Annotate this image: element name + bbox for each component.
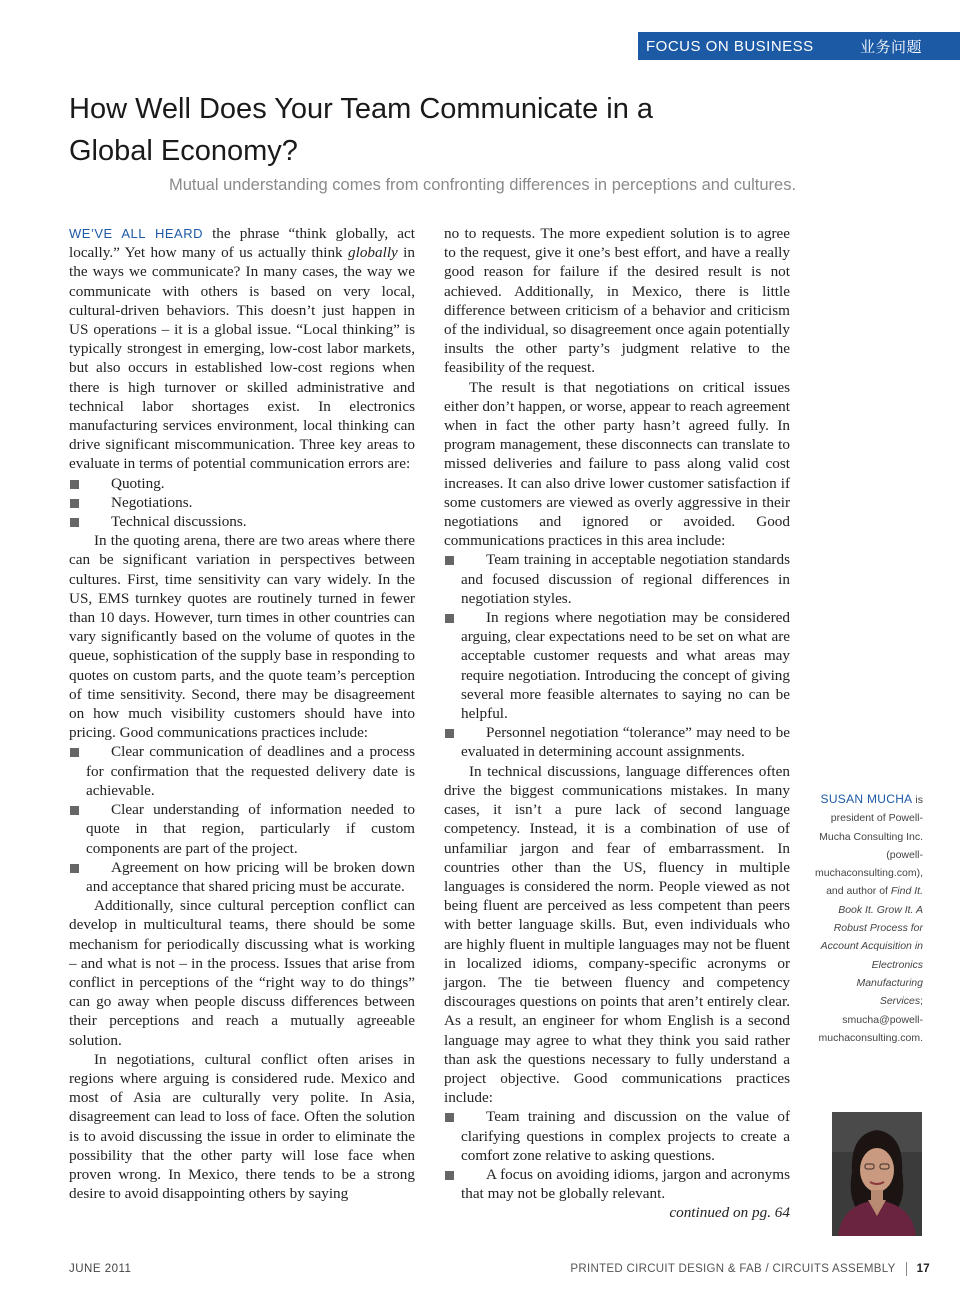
list-item: Clear understanding of information needed to quote in that region, particularly if custom components are part of the project.	[69, 800, 415, 858]
paragraph: In technical discussions, language differences often drive the biggest communications mistakes. In many cases, it isn’t a pure lack of second language competency. Instead, it is a combination of use of unfamiliar jargon and fear of embarrassment. In countries other than the US, fluency in multiple languages is considered the norm. People viewed as not being fluent are perceived as less competent than peers with better language skills. But, even individuals who are highly fluent in multiple languages may not be fluent in localized idioms, company-specific acronyms or jargon. The tie between fluency and competency discourages questions on points that aren’t entirely clear. As a result, an engineer for whom English is a second language may agree to what they think you said rather than ask the questions necessary to fully understand a project objective. Good communications practices include:	[444, 762, 790, 1107]
author-name: SUSAN MUCHA	[820, 792, 913, 806]
title-line-1: How Well Does Your Team Communicate in a	[69, 93, 654, 125]
list-item: In regions where negotiation may be considered arguing, clear expectations need to be set on what are acceptable customer requests and what areas may require negotiation. Introducing the concept of giving several more feasible alternates to saying no can be helpful.	[444, 608, 790, 723]
list-item: Team training and discussion on the value of clarifying questions in complex projects to create a comfort zone relative to asking questions.	[444, 1107, 790, 1165]
list-item: Negotiations.	[69, 493, 415, 512]
paragraph: no to requests. The more expedient solution is to agree to the request, give it one’s best effort, and have a really good reason for failure if the desired result is not achieved. Additionally, in Mexico, there is little difference between criticism of a behavior and criticism of the individual, so disagreement once again potentially insults the other party’s judgment relative to the feasibility of the request.	[444, 225, 790, 377]
list-item: Team training in acceptable negotiation standards and focused discussion of regional differences in negotiation styles.	[444, 550, 790, 608]
section-label: FOCUS ON BUSINESS	[646, 37, 814, 55]
page-number: 17	[916, 1263, 930, 1275]
author-portrait-image	[832, 1112, 922, 1236]
list-item: A focus on avoiding idioms, jargon and acronyms that may not be globally relevant.	[444, 1165, 790, 1203]
right-column	[444, 224, 790, 1223]
left-column	[69, 224, 415, 1203]
book-title: Find It. Book It. Grow It. A Robust Process for Account Acquisition in Electronics Manufacturing Services	[820, 885, 923, 1008]
author-photo	[832, 1112, 922, 1236]
list-item: Agreement on how pricing will be broken down and acceptance that shared pricing must be accurate.	[69, 858, 415, 896]
paragraph: In the quoting arena, there are two areas where there can be significant variation in perspectives between cultures. First, time sensitivity can vary widely. In the US, EMS turnkey quotes are routinely turned in fewer than 10 days. However, turn times in other countries can vary significantly based on the volume of quotes in the queue, sophistication of the supply base in responding to quotes on custom parts, and the quote team’s perception of time sensitivity. Second, there may be disagreement on how much visibility customers should have into pricing. Good communications practices include:	[69, 532, 415, 742]
lead-in: WE’VE ALL HEARD	[69, 226, 203, 241]
section-banner	[638, 32, 960, 60]
intro-paragraph: WE’VE ALL HEARD the phrase “think globally, act locally.” Yet how many of us actually think globally in the ways we communicate? In many cases, the way we communicate with others is based on very local, cultural-driven behaviors. This doesn’t just happen in US operations – it is a global issue. “Local thinking” is typically strongest in emerging, low-cost labor markets, but also occurs in established low-cost regions when there is high turnover or skilled administrative and technical labor shortages exist. In electronics manufacturing services environment, local thinking can drive significant miscommunication. Three key areas to evaluate in terms of potential communication errors are:	[69, 225, 415, 473]
author-bio: SUSAN MUCHA is president of Powell-Mucha Consulting Inc. (powell-muchaconsulting.com), and author of Find It. Book It. Grow It. A Robust Process for Account Acquisition in Electronics Manufacturing Services; smucha@powell-muchaconsulting.com.	[815, 792, 923, 1044]
list-item: Clear communication of deadlines and a process for confirmation that the requested delivery date is achievable.	[69, 742, 415, 800]
list-item: Personnel negotiation “tolerance” may need to be evaluated in determining account assignments.	[444, 723, 790, 761]
footer-publication	[570, 1262, 930, 1276]
issue-date: JUNE 2011	[69, 1263, 132, 1275]
continued-note: continued on pg. 64	[669, 1204, 790, 1222]
list-item: Technical discussions.	[69, 512, 415, 531]
list-item: Quoting.	[69, 474, 415, 493]
paragraph: In negotiations, cultural conflict often arises in regions where arguing is considered rude. Mexico and most of Asia are culturally very polite. In Asia, disagreement can lead to loss of face. Often the solution is to avoid discussing the issue in order to eliminate the possibility that the other party will lose face when proven wrong. In Mexico, there tends to be a strong desire to avoid disappointing others by saying	[69, 1050, 415, 1203]
article-subtitle: Mutual understanding comes from confronting differences in perceptions and cultures.	[169, 176, 797, 194]
publication-name: PRINTED CIRCUIT DESIGN & FAB / CIRCUITS ASSEMBLY	[570, 1263, 896, 1275]
paragraph: The result is that negotiations on critical issues either don’t happen, or worse, appear to reach agreement when in fact the other party hasn’t agreed fully. In program management, these disconnects can translate to missed deliveries and failure to pass along valid cost increases. It can also drive lower customer satisfaction if some customers are viewed as overly aggressive in their negotiations and ignored or avoided. Good communications practices in this area include:	[444, 378, 790, 550]
paragraph: Additionally, since cultural perception conflict can develop in multicultural teams, there should be some mechanism for periodically discussing what is working – and what is not – in the process. Issues that arise from conflict in perceptions of the “right way to do things” can go away when people discuss differences between their perceptions and reach a mutually agreeable solution.	[69, 897, 415, 1049]
article-title	[69, 88, 769, 172]
title-line-2: Global Economy?	[69, 135, 298, 167]
section-label-chinese: 业务问题	[859, 38, 922, 56]
footer-divider	[906, 1262, 907, 1276]
